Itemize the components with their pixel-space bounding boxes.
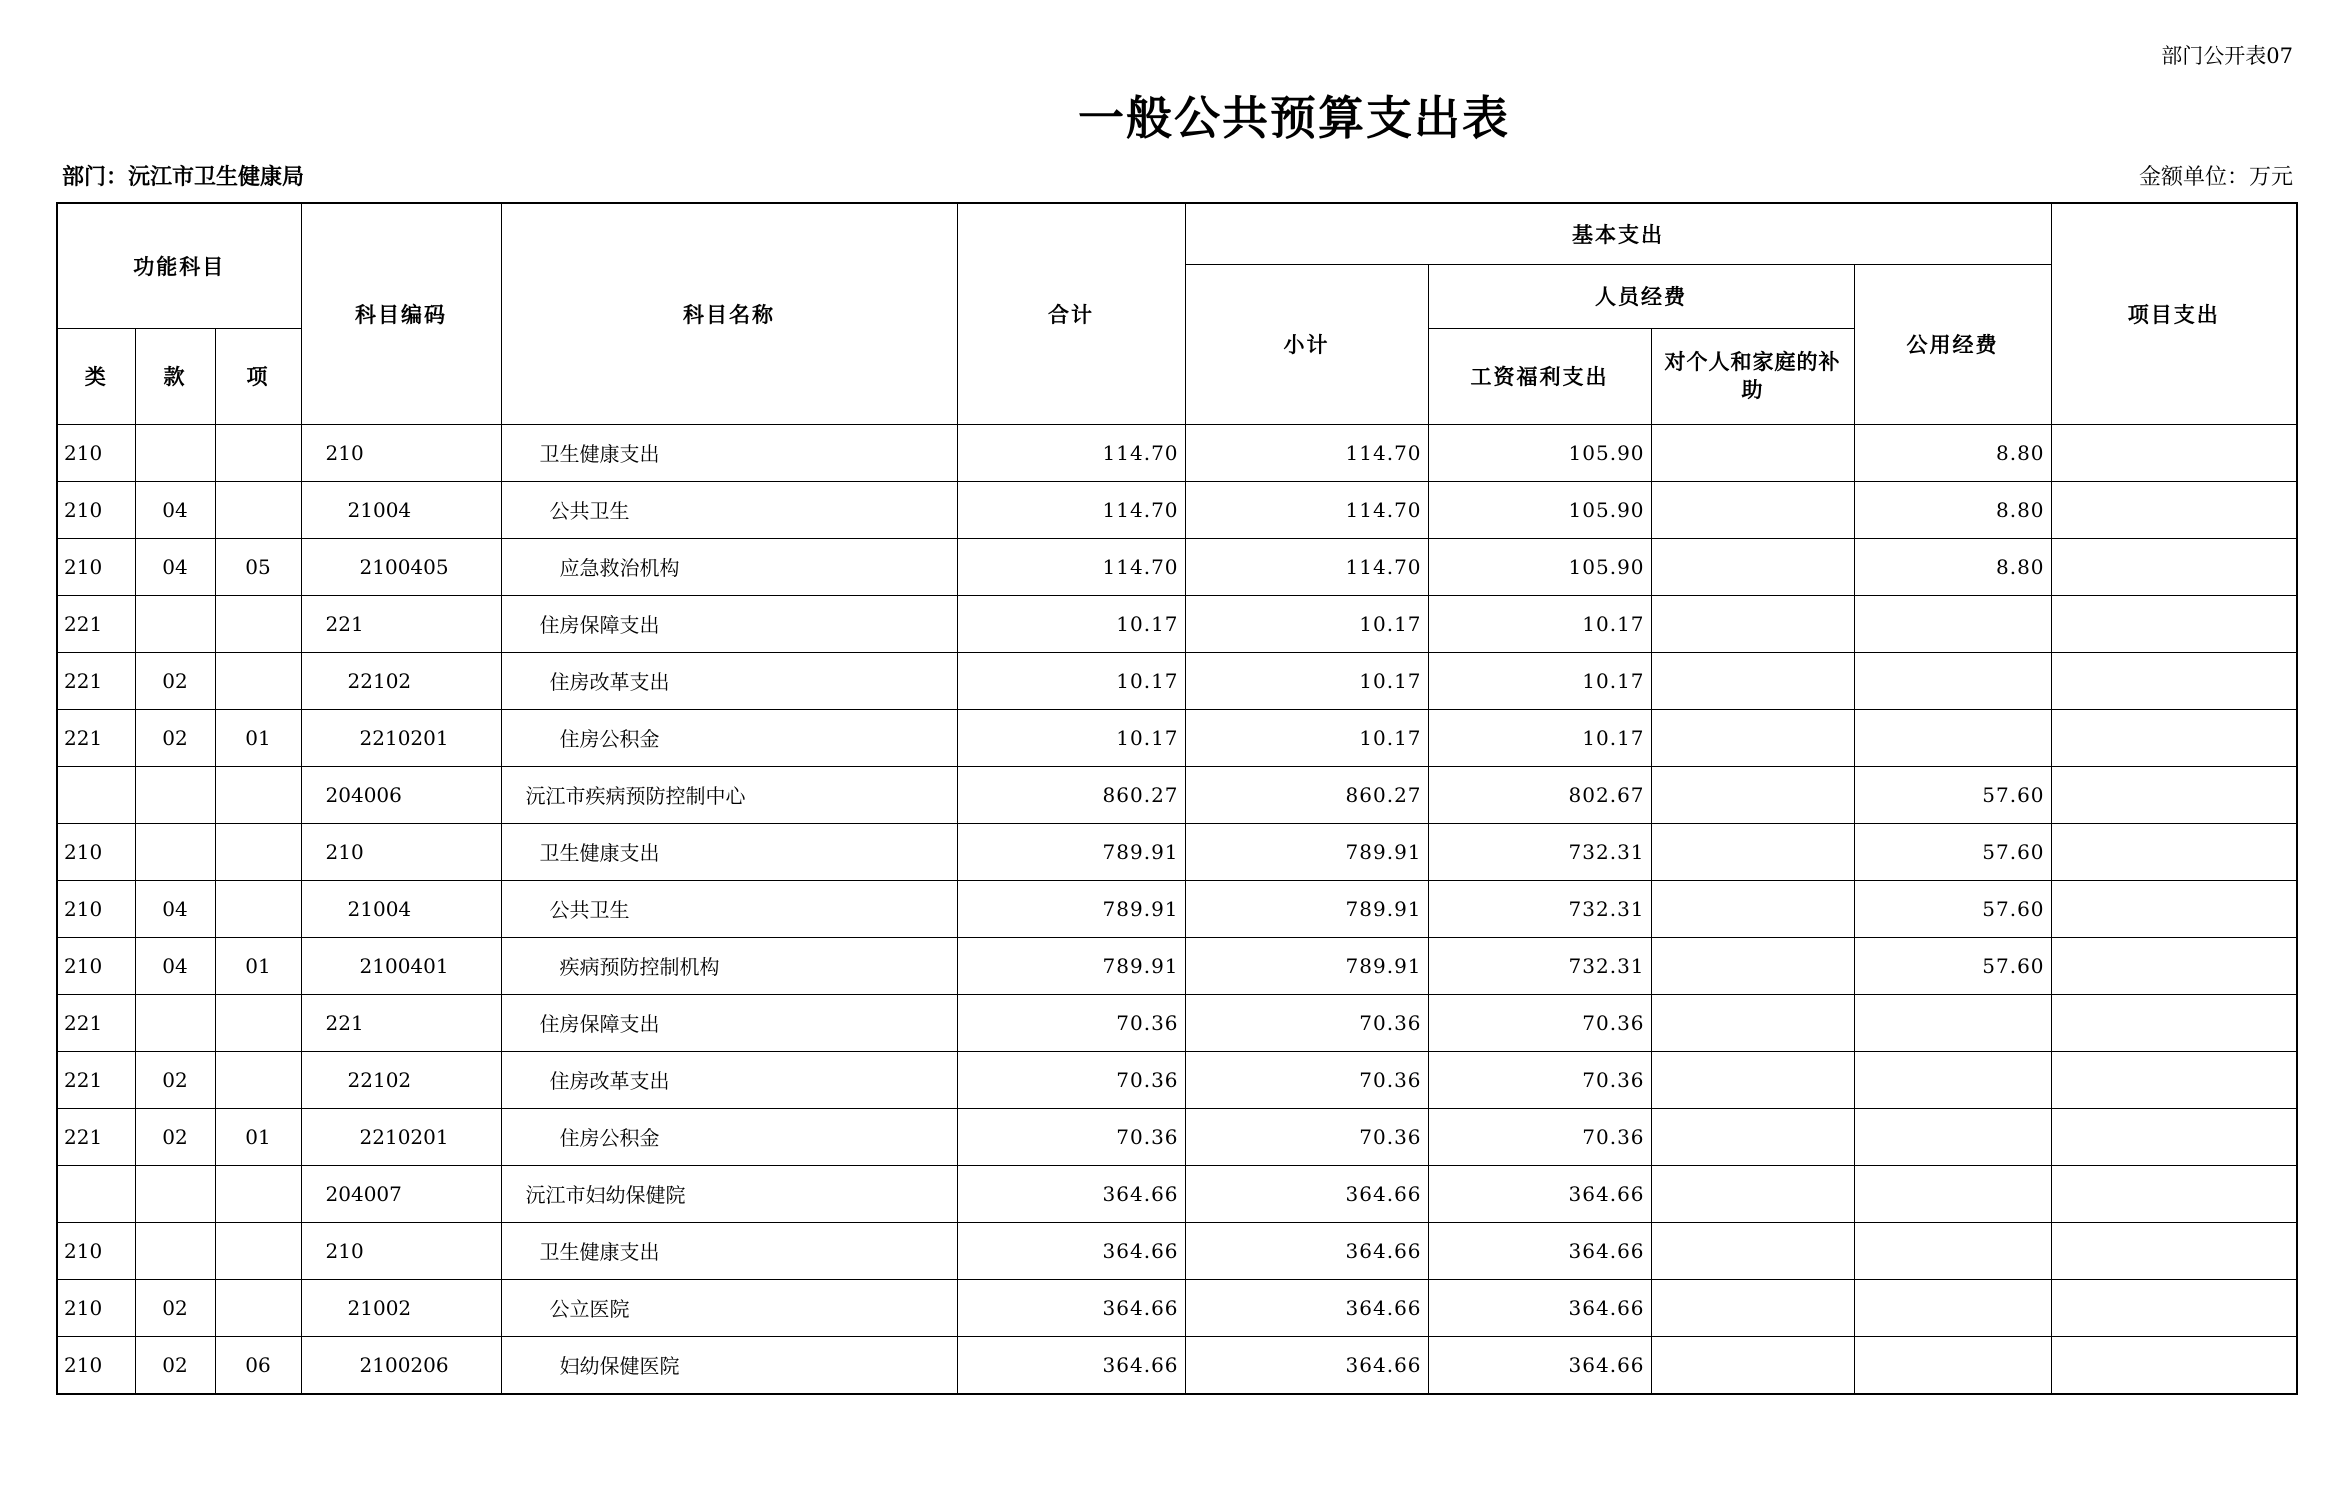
- cell-name: 公立医院: [501, 1279, 957, 1336]
- cell-subtotal: 364.66: [1185, 1222, 1428, 1279]
- cell-subtotal: 789.91: [1185, 937, 1428, 994]
- cell-xiang: 01: [215, 1108, 301, 1165]
- cell-code: 21002: [301, 1279, 501, 1336]
- cell-family: [1651, 766, 1854, 823]
- cell-lei: [57, 766, 135, 823]
- cell-lei: 210: [57, 481, 135, 538]
- table-row: [57, 937, 2297, 994]
- cell-lei: 210: [57, 538, 135, 595]
- header-total: 合计: [957, 203, 1185, 424]
- cell-public: 57.60: [1854, 766, 2051, 823]
- header-subtotal: 小计: [1185, 264, 1428, 424]
- cell-code: 221: [301, 595, 501, 652]
- cell-code: 21004: [301, 481, 501, 538]
- cell-name: 住房保障支出: [501, 994, 957, 1051]
- cell-code: 210: [301, 823, 501, 880]
- cell-project: [2051, 1165, 2297, 1222]
- cell-subtotal: 114.70: [1185, 481, 1428, 538]
- cell-project: [2051, 1279, 2297, 1336]
- cell-name: 住房公积金: [501, 709, 957, 766]
- cell-public: [1854, 1165, 2051, 1222]
- cell-total: 10.17: [957, 652, 1185, 709]
- cell-total: 70.36: [957, 1108, 1185, 1165]
- cell-xiang: [215, 1051, 301, 1108]
- cell-code: 22102: [301, 652, 501, 709]
- cell-project: [2051, 880, 2297, 937]
- cell-subtotal: 364.66: [1185, 1165, 1428, 1222]
- cell-public: [1854, 1108, 2051, 1165]
- cell-wages: 70.36: [1428, 994, 1651, 1051]
- cell-total: 364.66: [957, 1336, 1185, 1394]
- cell-family: [1651, 1222, 1854, 1279]
- cell-lei: 210: [57, 880, 135, 937]
- cell-wages: 364.66: [1428, 1165, 1651, 1222]
- cell-total: 10.17: [957, 709, 1185, 766]
- cell-code: 2210201: [301, 709, 501, 766]
- cell-subtotal: 114.70: [1185, 424, 1428, 481]
- header-project: 项目支出: [2051, 203, 2297, 424]
- cell-project: [2051, 823, 2297, 880]
- cell-lei: 221: [57, 652, 135, 709]
- table-row: [57, 994, 2297, 1051]
- cell-name: 公共卫生: [501, 481, 957, 538]
- cell-code: 210: [301, 424, 501, 481]
- table-body: [57, 424, 2297, 1394]
- cell-code: 204007: [301, 1165, 501, 1222]
- cell-project: [2051, 766, 2297, 823]
- cell-lei: 221: [57, 1108, 135, 1165]
- cell-family: [1651, 1336, 1854, 1394]
- header-name: 科目名称: [501, 203, 957, 424]
- cell-name: 沅江市妇幼保健院: [501, 1165, 957, 1222]
- table-row: [57, 1165, 2297, 1222]
- header-func-subject: 功能科目: [57, 203, 301, 328]
- cell-xiang: [215, 1165, 301, 1222]
- cell-lei: 210: [57, 424, 135, 481]
- header-code: 科目编码: [301, 203, 501, 424]
- cell-family: [1651, 1051, 1854, 1108]
- cell-kuan: 02: [135, 1108, 215, 1165]
- cell-xiang: [215, 652, 301, 709]
- cell-xiang: 06: [215, 1336, 301, 1394]
- cell-public: [1854, 1336, 2051, 1394]
- cell-wages: 105.90: [1428, 481, 1651, 538]
- department-label: 部门：沅江市卫生健康局: [62, 165, 305, 190]
- cell-name: 公共卫生: [501, 880, 957, 937]
- cell-wages: 364.66: [1428, 1336, 1651, 1394]
- cell-subtotal: 70.36: [1185, 1108, 1428, 1165]
- cell-family: [1651, 424, 1854, 481]
- cell-kuan: 02: [135, 652, 215, 709]
- cell-project: [2051, 937, 2297, 994]
- cell-kuan: 02: [135, 1336, 215, 1394]
- cell-wages: 70.36: [1428, 1108, 1651, 1165]
- cell-wages: 70.36: [1428, 1051, 1651, 1108]
- cell-code: 2100206: [301, 1336, 501, 1394]
- cell-lei: [57, 1165, 135, 1222]
- cell-xiang: 05: [215, 538, 301, 595]
- cell-code: 2210201: [301, 1108, 501, 1165]
- cell-family: [1651, 880, 1854, 937]
- header-public: 公用经费: [1854, 264, 2051, 424]
- cell-public: [1854, 709, 2051, 766]
- table-row: [57, 595, 2297, 652]
- cell-project: [2051, 709, 2297, 766]
- cell-xiang: [215, 424, 301, 481]
- cell-subtotal: 10.17: [1185, 652, 1428, 709]
- cell-public: 8.80: [1854, 481, 2051, 538]
- cell-wages: 10.17: [1428, 595, 1651, 652]
- table-row: [57, 1051, 2297, 1108]
- cell-code: 221: [301, 994, 501, 1051]
- cell-kuan: [135, 1165, 215, 1222]
- table-row: [57, 424, 2297, 481]
- cell-public: 57.60: [1854, 880, 2051, 937]
- cell-name: 疾病预防控制机构: [501, 937, 957, 994]
- cell-total: 789.91: [957, 823, 1185, 880]
- cell-lei: 221: [57, 595, 135, 652]
- budget-expenditure-table: [56, 202, 2298, 1395]
- cell-project: [2051, 481, 2297, 538]
- cell-public: 8.80: [1854, 538, 2051, 595]
- cell-total: 789.91: [957, 880, 1185, 937]
- cell-kuan: [135, 424, 215, 481]
- cell-xiang: [215, 766, 301, 823]
- page-title: 一般公共预算支出表: [1078, 91, 1510, 145]
- cell-lei: 210: [57, 937, 135, 994]
- header-basic: 基本支出: [1185, 203, 2051, 264]
- cell-name: 卫生健康支出: [501, 823, 957, 880]
- cell-public: [1854, 1222, 2051, 1279]
- cell-total: 114.70: [957, 424, 1185, 481]
- cell-family: [1651, 1279, 1854, 1336]
- cell-wages: 802.67: [1428, 766, 1651, 823]
- cell-subtotal: 70.36: [1185, 994, 1428, 1051]
- cell-family: [1651, 709, 1854, 766]
- cell-project: [2051, 652, 2297, 709]
- cell-subtotal: 364.66: [1185, 1279, 1428, 1336]
- table-row: [57, 481, 2297, 538]
- cell-name: 住房改革支出: [501, 1051, 957, 1108]
- cell-code: 210: [301, 1222, 501, 1279]
- cell-code: 204006: [301, 766, 501, 823]
- cell-name: 住房保障支出: [501, 595, 957, 652]
- amount-unit-label: 金额单位：万元: [2138, 165, 2293, 190]
- cell-wages: 732.31: [1428, 937, 1651, 994]
- cell-public: [1854, 1051, 2051, 1108]
- cell-name: 沅江市疾病预防控制中心: [501, 766, 957, 823]
- cell-project: [2051, 595, 2297, 652]
- header-family: 对个人和家庭的补助: [1651, 328, 1854, 424]
- table-row: [57, 880, 2297, 937]
- cell-wages: 10.17: [1428, 652, 1651, 709]
- cell-total: 10.17: [957, 595, 1185, 652]
- cell-kuan: [135, 994, 215, 1051]
- cell-kuan: [135, 823, 215, 880]
- cell-code: 2100401: [301, 937, 501, 994]
- cell-project: [2051, 424, 2297, 481]
- cell-subtotal: 70.36: [1185, 1051, 1428, 1108]
- cell-public: [1854, 652, 2051, 709]
- cell-project: [2051, 1222, 2297, 1279]
- cell-public: 57.60: [1854, 937, 2051, 994]
- cell-project: [2051, 538, 2297, 595]
- cell-kuan: [135, 1222, 215, 1279]
- cell-wages: 732.31: [1428, 880, 1651, 937]
- cell-wages: 364.66: [1428, 1279, 1651, 1336]
- cell-kuan: 02: [135, 709, 215, 766]
- cell-kuan: [135, 766, 215, 823]
- header-wages: 工资福利支出: [1428, 328, 1651, 424]
- cell-name: 住房改革支出: [501, 652, 957, 709]
- cell-kuan: 04: [135, 481, 215, 538]
- cell-name: 妇幼保健医院: [501, 1336, 957, 1394]
- cell-wages: 10.17: [1428, 709, 1651, 766]
- table-row: [57, 709, 2297, 766]
- cell-total: 364.66: [957, 1279, 1185, 1336]
- table-row: [57, 1108, 2297, 1165]
- cell-wages: 732.31: [1428, 823, 1651, 880]
- cell-public: [1854, 595, 2051, 652]
- cell-subtotal: 114.70: [1185, 538, 1428, 595]
- cell-total: 860.27: [957, 766, 1185, 823]
- cell-xiang: [215, 994, 301, 1051]
- table-row: [57, 823, 2297, 880]
- cell-lei: 221: [57, 709, 135, 766]
- table-row: [57, 1222, 2297, 1279]
- cell-total: 364.66: [957, 1222, 1185, 1279]
- cell-total: 70.36: [957, 994, 1185, 1051]
- header-lei: 类: [57, 328, 135, 424]
- cell-family: [1651, 1165, 1854, 1222]
- cell-total: 114.70: [957, 538, 1185, 595]
- cell-subtotal: 789.91: [1185, 823, 1428, 880]
- cell-total: 364.66: [957, 1165, 1185, 1222]
- cell-family: [1651, 538, 1854, 595]
- cell-xiang: [215, 880, 301, 937]
- cell-family: [1651, 994, 1854, 1051]
- cell-project: [2051, 994, 2297, 1051]
- cell-public: [1854, 994, 2051, 1051]
- cell-family: [1651, 937, 1854, 994]
- cell-xiang: [215, 481, 301, 538]
- header-personnel: 人员经费: [1428, 264, 1854, 328]
- cell-family: [1651, 595, 1854, 652]
- cell-name: 卫生健康支出: [501, 1222, 957, 1279]
- cell-kuan: 04: [135, 937, 215, 994]
- cell-lei: 221: [57, 994, 135, 1051]
- cell-name: 卫生健康支出: [501, 424, 957, 481]
- form-number: 部门公开表07: [2161, 44, 2293, 68]
- cell-project: [2051, 1336, 2297, 1394]
- cell-name: 应急救治机构: [501, 538, 957, 595]
- cell-lei: 210: [57, 1279, 135, 1336]
- cell-total: 70.36: [957, 1051, 1185, 1108]
- header-xiang: 项: [215, 328, 301, 424]
- table-row: [57, 1279, 2297, 1336]
- cell-public: [1854, 1279, 2051, 1336]
- cell-family: [1651, 481, 1854, 538]
- cell-family: [1651, 652, 1854, 709]
- cell-family: [1651, 1108, 1854, 1165]
- cell-subtotal: 364.66: [1185, 1336, 1428, 1394]
- cell-wages: 105.90: [1428, 424, 1651, 481]
- table-row: [57, 538, 2297, 595]
- cell-project: [2051, 1108, 2297, 1165]
- cell-xiang: [215, 595, 301, 652]
- cell-total: 789.91: [957, 937, 1185, 994]
- cell-xiang: [215, 1279, 301, 1336]
- table-row: [57, 652, 2297, 709]
- cell-project: [2051, 1051, 2297, 1108]
- cell-kuan: 04: [135, 880, 215, 937]
- cell-public: 57.60: [1854, 823, 2051, 880]
- cell-code: 2100405: [301, 538, 501, 595]
- cell-code: 21004: [301, 880, 501, 937]
- cell-xiang: [215, 1222, 301, 1279]
- cell-subtotal: 10.17: [1185, 709, 1428, 766]
- cell-family: [1651, 823, 1854, 880]
- cell-wages: 105.90: [1428, 538, 1651, 595]
- cell-kuan: 02: [135, 1051, 215, 1108]
- cell-kuan: 02: [135, 1279, 215, 1336]
- cell-kuan: [135, 595, 215, 652]
- table-row: [57, 766, 2297, 823]
- cell-subtotal: 860.27: [1185, 766, 1428, 823]
- cell-xiang: [215, 823, 301, 880]
- cell-xiang: 01: [215, 709, 301, 766]
- cell-lei: 210: [57, 1222, 135, 1279]
- cell-name: 住房公积金: [501, 1108, 957, 1165]
- cell-kuan: 04: [135, 538, 215, 595]
- cell-code: 22102: [301, 1051, 501, 1108]
- cell-lei: 221: [57, 1051, 135, 1108]
- header-kuan: 款: [135, 328, 215, 424]
- cell-wages: 364.66: [1428, 1222, 1651, 1279]
- cell-subtotal: 10.17: [1185, 595, 1428, 652]
- cell-total: 114.70: [957, 481, 1185, 538]
- cell-subtotal: 789.91: [1185, 880, 1428, 937]
- cell-lei: 210: [57, 823, 135, 880]
- cell-xiang: 01: [215, 937, 301, 994]
- cell-lei: 210: [57, 1336, 135, 1394]
- cell-public: 8.80: [1854, 424, 2051, 481]
- table-row: [57, 1336, 2297, 1394]
